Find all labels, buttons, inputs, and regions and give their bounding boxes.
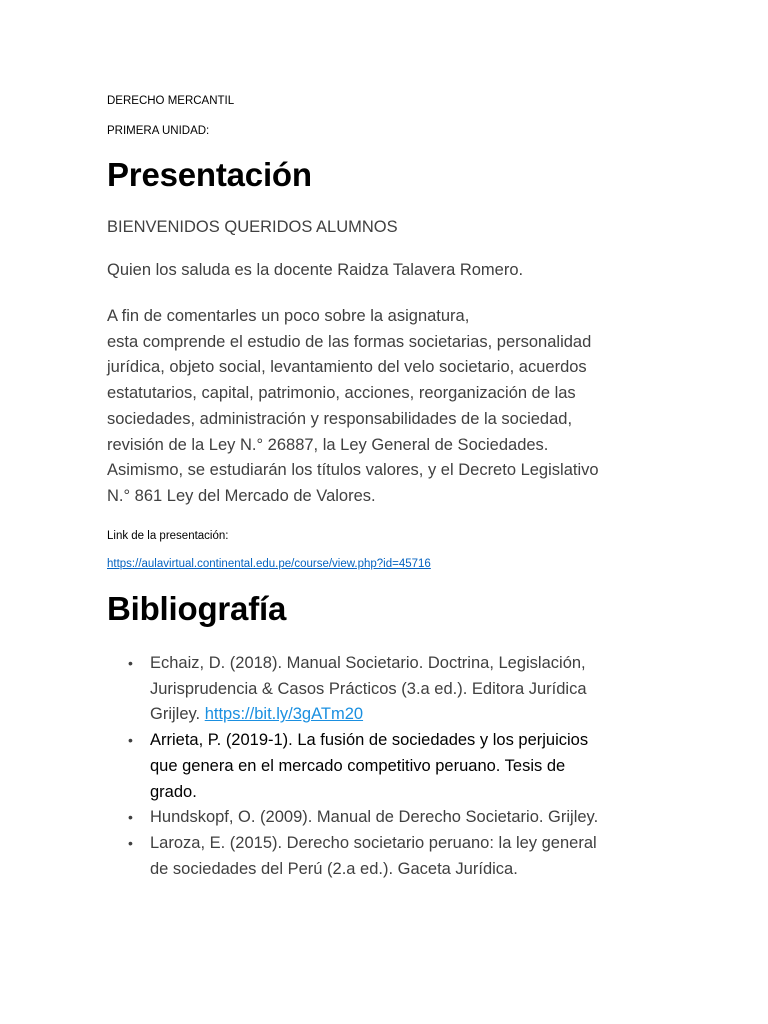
- bullet-icon: •: [128, 655, 133, 671]
- description-line: sociedades, administración y responsabilidades de la sociedad,: [107, 409, 573, 428]
- reference-line: Laroza, E. (2015). Derecho societario peruano: la ley general: [150, 833, 597, 852]
- reference-line: Hundskopf, O. (2009). Manual de Derecho Societario. Grijley.: [150, 808, 599, 827]
- description-line: revisión de la Ley N.° 26887, la Ley General de Sociedades.: [107, 435, 549, 454]
- bibliography-item: [107, 805, 667, 831]
- bibliography-item: [107, 651, 667, 728]
- reference-line: Jurisprudencia & Casos Prácticos (3.a ed.). Editora Jurídica: [150, 679, 587, 698]
- reference-text: Grijley.: [150, 705, 205, 724]
- course-description: [107, 304, 599, 510]
- presentation-heading: Presentación: [107, 156, 312, 193]
- bibliography-item: [107, 831, 667, 882]
- welcome-text: BIENVENIDOS QUERIDOS ALUMNOS: [107, 218, 398, 236]
- bibliography-heading: Bibliografía: [107, 590, 287, 627]
- bullet-icon: •: [128, 809, 133, 826]
- reference-line: de sociedades del Perú (2.a ed.). Gaceta Jurídica.: [150, 859, 518, 878]
- reference-line: Arrieta, P. (2019-1). La fusión de sociedades y los perjuicios: [150, 731, 589, 750]
- description-line: N.° 861 Ley del Mercado de Valores.: [107, 486, 376, 505]
- presentation-link-label: Link de la presentación:: [107, 530, 229, 542]
- bibliography-item: [107, 728, 667, 805]
- description-line: A fin de comentarles un poco sobre la asignatura,: [107, 307, 470, 325]
- reference-link[interactable]: https://bit.ly/3gATm20: [204, 705, 364, 724]
- presentation-link[interactable]: https://aulavirtual.continental.edu.pe/course/view.php?id=45716: [107, 558, 431, 570]
- bibliography-list: [107, 651, 667, 882]
- reference-line: que genera en el mercado competitivo peruano. Tesis de: [150, 756, 566, 775]
- reference-line: grado.: [150, 782, 197, 801]
- unit-label: PRIMERA UNIDAD:: [107, 125, 210, 137]
- course-name: DERECHO MERCANTIL: [107, 95, 235, 107]
- description-line: jurídica, objeto social, levantamiento del velo societario, acuerdos: [107, 358, 587, 377]
- reference-line: [150, 702, 667, 728]
- description-line: estatutarios, capital, patrimonio, acciones, reorganización de las: [107, 384, 576, 403]
- reference-line: Echaiz, D. (2018). Manual Societario. Doctrina, Legislación,: [150, 654, 586, 672]
- bullet-icon: •: [128, 732, 133, 749]
- bullet-icon: •: [128, 834, 133, 851]
- description-line: Asimismo, se estudiarán los títulos valores, y el Decreto Legislativo: [107, 461, 599, 480]
- greeting-text: Quien los saluda es la docente Raidza Talavera Romero.: [107, 261, 524, 279]
- description-line: esta comprende el estudio de las formas societarias, personalidad: [107, 332, 592, 351]
